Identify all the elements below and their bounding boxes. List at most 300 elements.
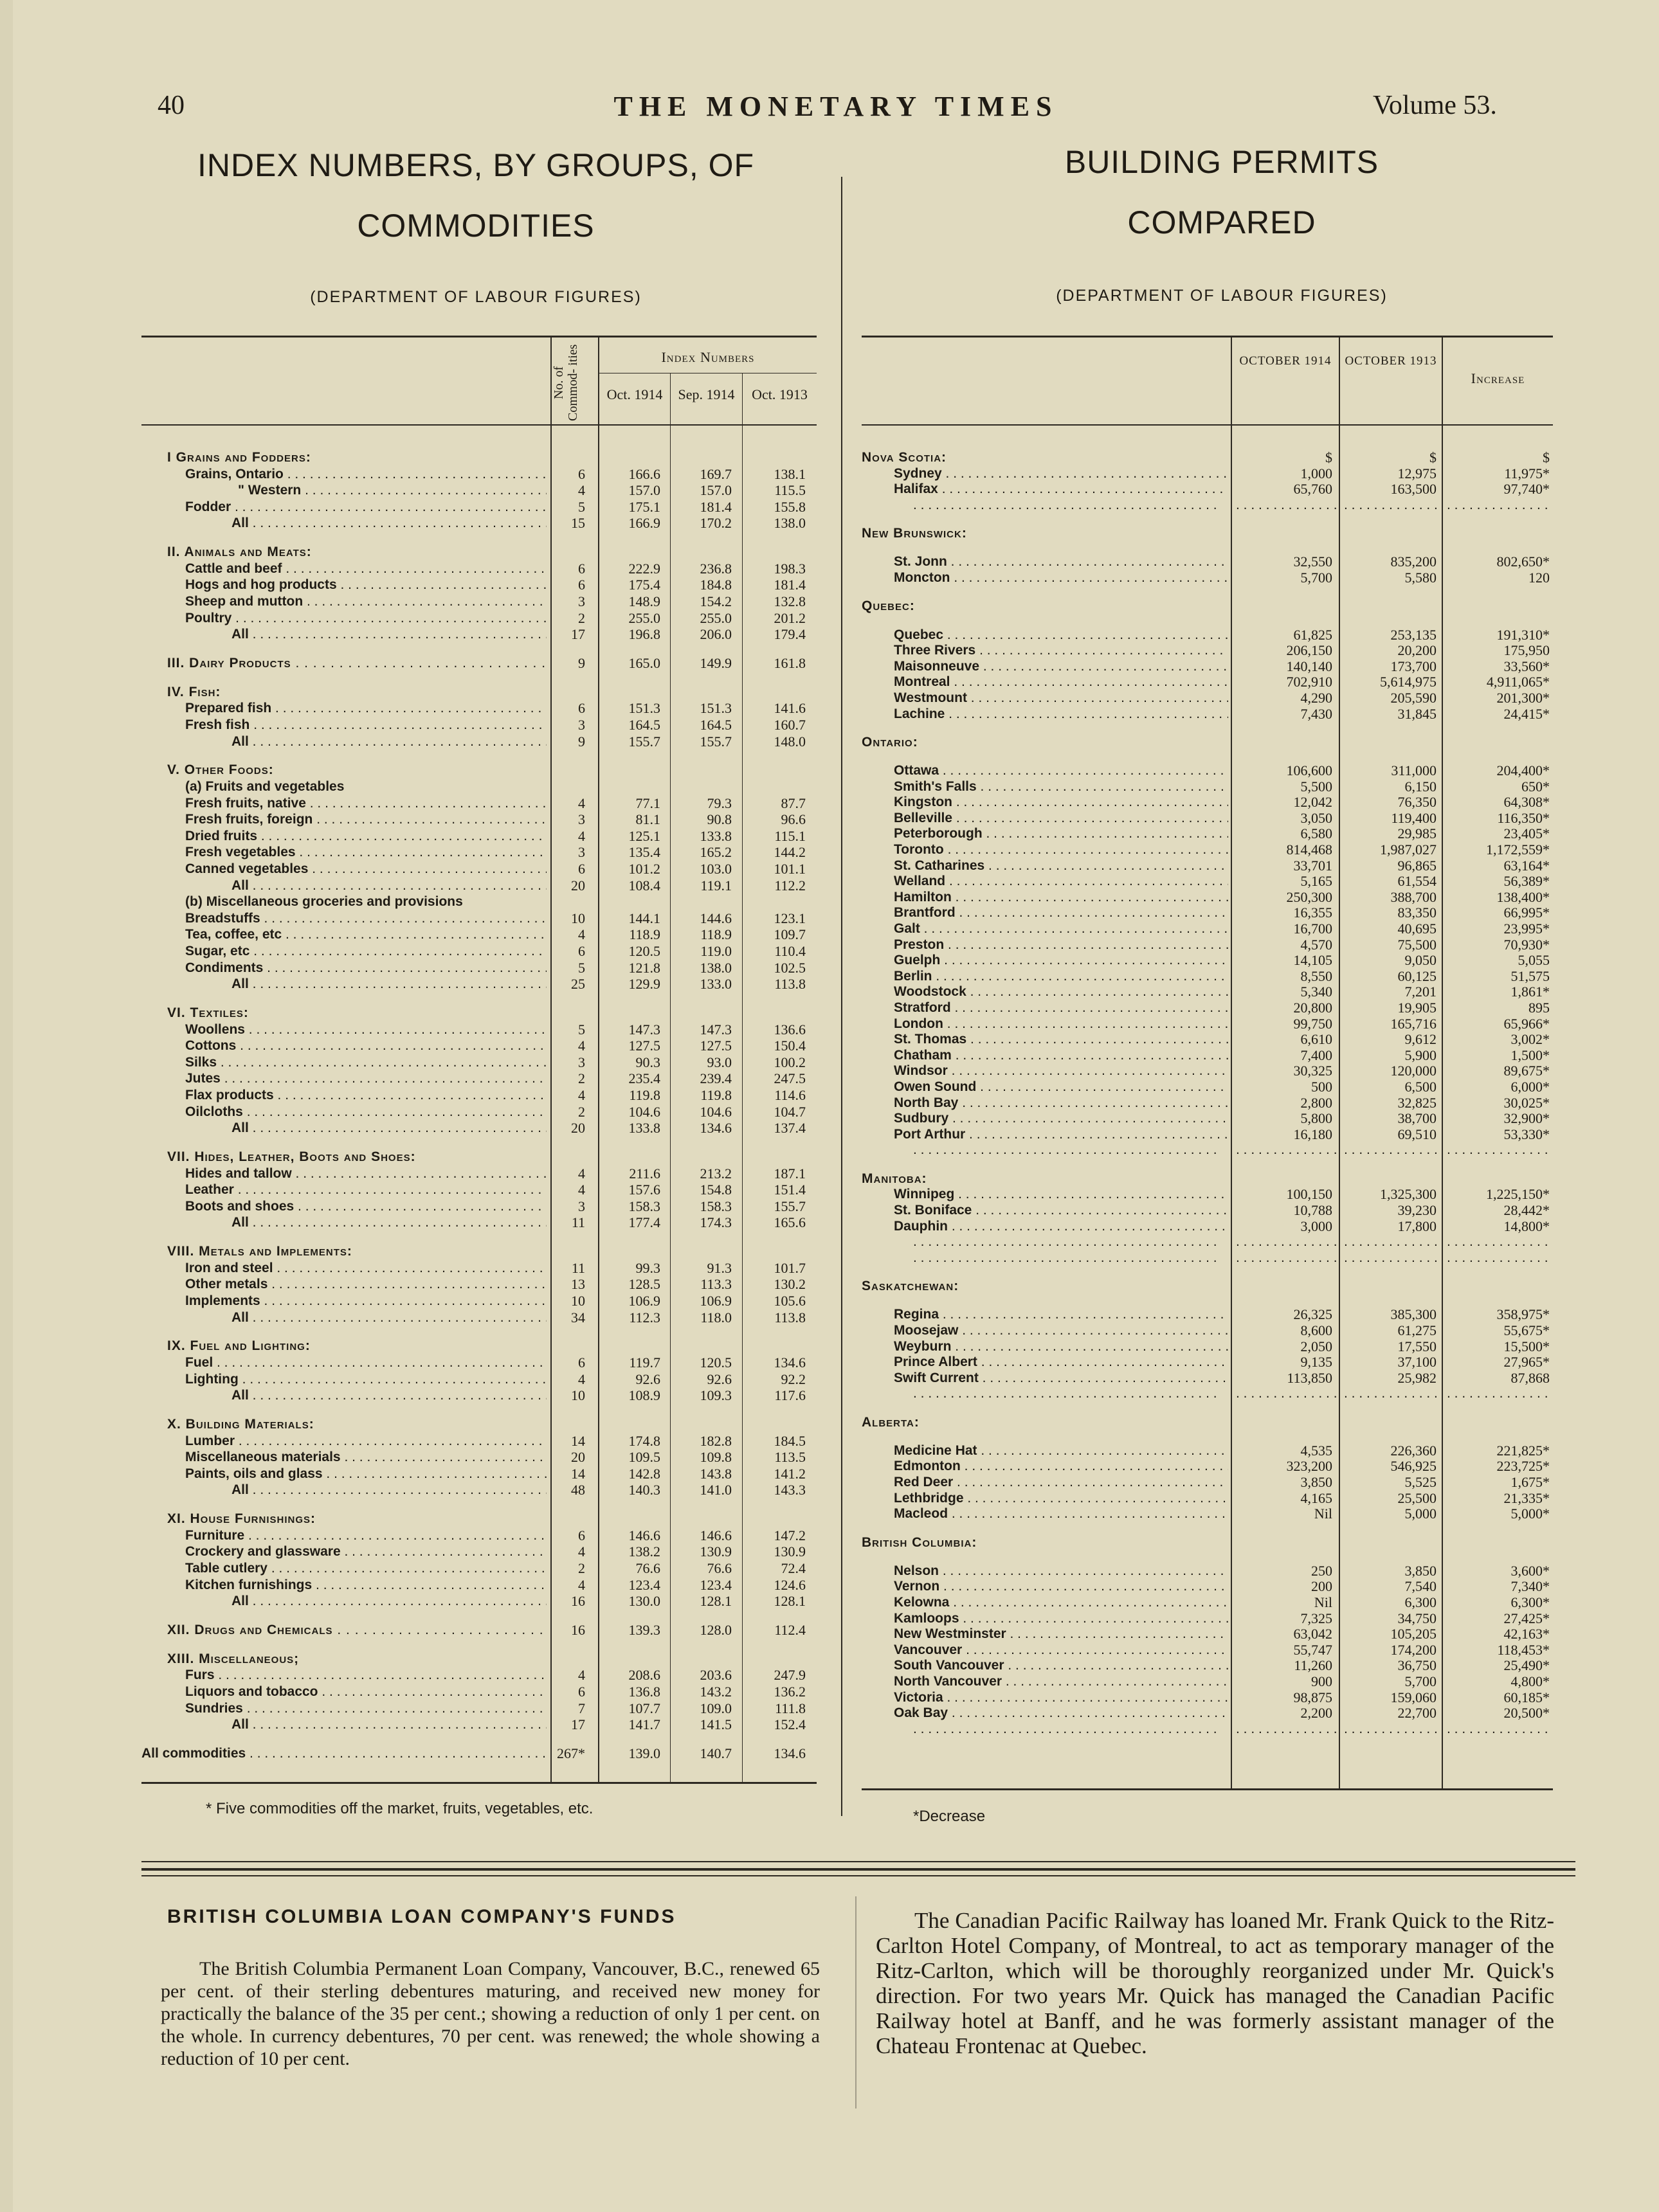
province-heading: Saskatchewan:: [862, 1279, 959, 1293]
permit-oct-1913: 9,050: [1404, 952, 1437, 968]
row-label: XII. Drugs and Chemicals . . .: [167, 1623, 547, 1637]
table-row: [862, 570, 1553, 585]
dotted-leader: [1344, 498, 1440, 512]
index-oct-1914: 108.9: [628, 1387, 660, 1403]
table-row: [141, 656, 817, 670]
row-label: Lighting . . .: [185, 1372, 547, 1387]
index-oct-1913: 141.6: [774, 700, 806, 716]
city-label: Berlin . . .: [894, 969, 1228, 984]
permit-increase: 70,930*: [1503, 937, 1550, 953]
commodity-count: 2: [578, 1104, 585, 1120]
row-label: VII. Hides, Leather, Boots and Shoes:: [167, 1149, 416, 1164]
index-oct-1914: 119.8: [629, 1087, 660, 1103]
table-row: [862, 735, 1553, 750]
permit-increase: 33,560*: [1503, 658, 1550, 674]
index-sep-1914: 109.8: [700, 1449, 732, 1465]
table-row: [141, 1746, 817, 1761]
table-row: [141, 1684, 817, 1699]
index-sep-1914: 127.5: [700, 1038, 732, 1054]
index-oct-1914: 77.1: [635, 795, 660, 811]
dotted-leader: [1344, 1386, 1440, 1401]
permit-increase: 55,675*: [1503, 1322, 1550, 1338]
city-label: Woodstock . . .: [894, 984, 1228, 999]
permit-oct-1914: 6,610: [1300, 1031, 1332, 1047]
permit-increase: 1,500*: [1510, 1047, 1550, 1063]
table-row: [862, 1234, 1553, 1249]
table-row: [862, 674, 1553, 689]
index-oct-1913: 72.4: [781, 1560, 806, 1576]
row-label: All commodities . . .: [141, 1746, 547, 1761]
row-label: Condiments . . .: [185, 960, 547, 975]
table-row: [141, 577, 817, 592]
row-label: (b) Miscellaneous groceries and provisions: [185, 894, 463, 909]
province-heading: Manitoba:: [862, 1171, 927, 1186]
index-sep-1914: 206.0: [700, 626, 732, 642]
permit-increase: 14,800*: [1503, 1218, 1550, 1234]
permit-increase: 6,300*: [1510, 1594, 1550, 1610]
row-label: Prepared fish . . .: [185, 701, 547, 715]
index-sep-1914: 164.5: [700, 717, 732, 733]
permit-oct-1913: 163,500: [1390, 481, 1437, 497]
index-oct-1914: 123.4: [628, 1577, 660, 1593]
index-oct-1913: 148.0: [774, 733, 806, 750]
index-sep-1914: 157.0: [700, 482, 732, 498]
index-sep-1914: 184.8: [700, 577, 732, 593]
table-row: [141, 944, 817, 958]
row-label: IX. Fuel and Lighting:: [167, 1338, 311, 1353]
table-row: [141, 1388, 817, 1403]
permit-oct-1913: 253,135: [1390, 627, 1437, 643]
permit-oct-1913: 6,500: [1404, 1079, 1437, 1095]
permit-oct-1913: 76,350: [1397, 794, 1437, 810]
commodity-count: 6: [578, 700, 585, 716]
city-label: Port Arthur . . .: [894, 1127, 1228, 1142]
permit-increase: 23,405*: [1503, 825, 1550, 841]
row-label: Hogs and hog products . . .: [185, 577, 547, 592]
permit-oct-1914: $: [1325, 449, 1332, 465]
index-header-rule: [141, 424, 817, 426]
permits-footnote: *Decrease: [913, 1808, 986, 1825]
permit-oct-1913: 37,100: [1397, 1354, 1437, 1370]
city-label: Oak Bay . . .: [894, 1705, 1228, 1720]
permit-oct-1914: 5,500: [1300, 778, 1332, 795]
col-oct-1913-header: Oct. 1913: [752, 386, 808, 402]
index-oct-1914: 127.5: [628, 1038, 660, 1054]
index-sep-1914: 169.7: [700, 466, 732, 482]
row-label: Fresh vegetables . . .: [185, 845, 547, 859]
dotted-leader: [1447, 1142, 1550, 1157]
volume-label: Volume 53.: [1373, 91, 1497, 120]
row-label: Cottons . . .: [185, 1038, 547, 1053]
table-row: [141, 762, 817, 777]
table-row: [862, 858, 1553, 873]
row-label: Grains, Ontario . . .: [185, 467, 547, 481]
permit-oct-1913: 165,716: [1390, 1016, 1437, 1032]
index-sep-1914: 133.0: [700, 976, 732, 992]
commodity-count: 6: [578, 1527, 585, 1543]
permit-oct-1914: 4,290: [1300, 690, 1332, 706]
permits-header-rule: [862, 424, 1553, 426]
permit-oct-1913: 69,510: [1397, 1126, 1437, 1142]
table-row: [141, 1482, 817, 1497]
table-row: [862, 779, 1553, 794]
table-row: [141, 627, 817, 642]
province-heading: Ontario:: [862, 735, 918, 750]
table-row: [862, 795, 1553, 809]
dotted-leader: [1447, 1250, 1550, 1265]
index-oct-1914: 155.7: [628, 733, 660, 750]
index-oct-1913: 160.7: [774, 717, 806, 733]
permit-oct-1913: 31,845: [1397, 706, 1437, 722]
index-oct-1913: 123.1: [774, 910, 806, 926]
index-sep-1914: 141.5: [700, 1716, 732, 1732]
table-row: [141, 878, 817, 893]
index-oct-1914: 157.6: [628, 1182, 660, 1198]
table-row: [862, 1219, 1553, 1234]
commodity-count: 267*: [557, 1745, 585, 1761]
table-row: [141, 927, 817, 942]
permit-increase: 6,000*: [1510, 1079, 1550, 1095]
table-row: [141, 960, 817, 975]
index-oct-1913: 130.9: [774, 1543, 806, 1560]
commodity-count: 11: [571, 1214, 585, 1230]
permit-oct-1914: 7,430: [1300, 706, 1332, 722]
index-sep-1914: 109.0: [700, 1700, 732, 1716]
commodity-count: 4: [578, 828, 585, 844]
index-sep-1914: 79.3: [707, 795, 732, 811]
index-sep-1914: 158.3: [700, 1198, 732, 1214]
city-label: Montreal . . .: [894, 674, 1228, 689]
commodity-count: 6: [578, 943, 585, 959]
index-oct-1914: 158.3: [628, 1198, 660, 1214]
commodity-count: 3: [578, 1198, 585, 1214]
table-row: [862, 842, 1553, 857]
index-oct-1914: 144.1: [628, 910, 660, 926]
index-sep-1914: 236.8: [700, 561, 732, 577]
city-label: St. Boniface . . .: [894, 1203, 1228, 1218]
row-label: All . . .: [231, 1594, 547, 1608]
city-label: Sydney . . .: [894, 466, 1228, 481]
row-label: Table cutlery . . .: [185, 1561, 547, 1576]
province-heading: Nova Scotia:: [862, 450, 947, 465]
index-oct-1914: 120.5: [628, 943, 660, 959]
table-row: [862, 1171, 1553, 1186]
permit-oct-1913: 5,000: [1404, 1506, 1437, 1522]
permit-increase: 97,740*: [1503, 481, 1550, 497]
index-oct-1914: 208.6: [628, 1667, 660, 1683]
permits-top-rule: [862, 336, 1553, 337]
commodity-count: 9: [578, 655, 585, 671]
permit-oct-1914: 20,800: [1293, 1000, 1332, 1016]
index-sep-1914: 118.9: [700, 926, 732, 942]
commodity-count: 6: [578, 1684, 585, 1700]
table-row: [141, 1182, 817, 1197]
row-label: Breadstuffs . . .: [185, 911, 547, 926]
permit-increase: 25,490*: [1503, 1657, 1550, 1673]
permit-increase: 4,911,065*: [1486, 674, 1550, 690]
row-label: All . . .: [231, 1388, 547, 1403]
index-oct-1914: 141.7: [628, 1716, 660, 1732]
table-row: [141, 1528, 817, 1543]
permit-increase: 27,965*: [1503, 1354, 1550, 1370]
index-sep-1914: 140.7: [700, 1745, 732, 1761]
commodity-count: 6: [578, 561, 585, 577]
table-row: [862, 984, 1553, 999]
permit-oct-1913: 29,985: [1397, 825, 1437, 841]
permit-oct-1913: 12,975: [1397, 465, 1437, 481]
permit-oct-1913: 7,201: [1404, 984, 1437, 1000]
row-label: II. Animals and Meats:: [167, 544, 312, 559]
table-row: [141, 1668, 817, 1682]
index-oct-1914: 142.8: [628, 1466, 660, 1482]
index-sep-1914: 90.8: [707, 811, 732, 827]
permit-oct-1914: 11,260: [1294, 1657, 1332, 1673]
magazine-page: [13, 0, 1659, 2212]
index-sep-1914: 118.0: [700, 1309, 732, 1326]
commodity-count: 16: [571, 1593, 585, 1609]
permit-increase: 65,966*: [1503, 1016, 1550, 1032]
permit-increase: 3,600*: [1510, 1563, 1550, 1579]
index-oct-1913: 101.7: [774, 1260, 806, 1276]
commodity-count: 20: [571, 1449, 585, 1465]
row-label: Leather . . .: [185, 1182, 547, 1197]
row-label: Boots and shoes . . .: [185, 1199, 547, 1214]
dotted-leader: [1447, 1722, 1550, 1736]
city-label: Winnipeg . . .: [894, 1187, 1228, 1201]
permits-bottom-rule: [862, 1788, 1553, 1790]
index-sep-1914: 109.3: [700, 1387, 732, 1403]
permit-oct-1914: 250,300: [1286, 889, 1332, 905]
index-oct-1914: 121.8: [628, 960, 660, 976]
index-oct-1914: 166.9: [628, 515, 660, 531]
table-row: [862, 1611, 1553, 1626]
row-label: Sugar, etc . . .: [185, 944, 547, 958]
city-label: Lachine . . .: [894, 706, 1228, 721]
table-row: [862, 874, 1553, 888]
permits-title: BUILDING PERMITS COMPARED: [1064, 144, 1379, 240]
index-oct-1913: 152.4: [774, 1716, 806, 1732]
commodity-count: 15: [571, 515, 585, 531]
index-oct-1913: 115.1: [774, 828, 806, 844]
index-oct-1914: 148.9: [628, 593, 660, 609]
commodity-count: 6: [578, 1354, 585, 1371]
index-oct-1914: 101.2: [628, 861, 660, 877]
row-label: Furs . . .: [185, 1668, 547, 1682]
permit-oct-1913: 34,750: [1397, 1610, 1437, 1626]
permit-oct-1913: 38,700: [1397, 1110, 1437, 1126]
commodity-count: 16: [571, 1622, 585, 1638]
index-oct-1914: 196.8: [628, 626, 660, 642]
commodity-count: 3: [578, 593, 585, 609]
permit-increase: 51,575: [1510, 968, 1550, 984]
commodity-count: 4: [578, 795, 585, 811]
table-row: [862, 627, 1553, 642]
row-label: Miscellaneous materials . . .: [185, 1450, 547, 1464]
permit-oct-1913: 385,300: [1390, 1306, 1437, 1322]
row-label: Paints, oils and glass . . .: [185, 1466, 547, 1481]
index-oct-1913: 155.8: [774, 499, 806, 515]
permit-oct-1913: 388,700: [1390, 889, 1437, 905]
row-label: IV. Fish:: [167, 685, 221, 699]
row-label: XIII. Miscellaneous;: [167, 1651, 300, 1666]
table-row: [862, 706, 1553, 721]
city-label: Swift Current . . .: [894, 1371, 1228, 1385]
permit-oct-1914: 702,910: [1286, 674, 1332, 690]
permit-oct-1914: 106,600: [1286, 762, 1332, 778]
col-october-1914-header: OCTOBER 1914: [1239, 354, 1332, 368]
index-sep-1914: 134.6: [700, 1120, 732, 1136]
table-row: [141, 976, 817, 991]
permit-oct-1913: 9,612: [1404, 1031, 1437, 1047]
permit-oct-1913: 61,275: [1397, 1322, 1437, 1338]
table-row: [141, 1717, 817, 1732]
index-oct-1914: 106.9: [628, 1293, 660, 1309]
index-oct-1913: 124.6: [774, 1577, 806, 1593]
commodity-count: 4: [578, 482, 585, 498]
permit-oct-1914: 900: [1311, 1673, 1332, 1689]
permit-oct-1914: 4,570: [1300, 937, 1332, 953]
city-label: St. Thomas . . .: [894, 1032, 1228, 1047]
table-row: [141, 1293, 817, 1308]
index-oct-1914: 129.9: [628, 976, 660, 992]
row-label: Woollens . . .: [185, 1022, 547, 1037]
permit-oct-1914: 98,875: [1293, 1689, 1332, 1705]
permit-oct-1913: 22,700: [1397, 1705, 1437, 1721]
index-sep-1914: 133.8: [700, 828, 732, 844]
table-row: [862, 1095, 1553, 1110]
permit-oct-1914: 814,468: [1286, 841, 1332, 858]
commodity-count: 3: [578, 844, 585, 860]
table-row: [862, 1459, 1553, 1473]
permit-oct-1913: 83,350: [1397, 904, 1437, 921]
row-label: Dried fruits . . .: [185, 829, 547, 843]
index-oct-1913: 117.6: [774, 1387, 806, 1403]
index-oct-1913: 134.6: [774, 1745, 806, 1761]
table-row: [862, 1279, 1553, 1293]
table-row: [862, 1595, 1553, 1610]
col-oct-1914-header: Oct. 1914: [606, 386, 663, 402]
commodity-count: 5: [578, 1021, 585, 1038]
city-label: Kelowna . . .: [894, 1595, 1228, 1610]
row-label: Furniture . . .: [185, 1528, 547, 1543]
city-label: Westmount . . .: [894, 690, 1228, 705]
index-sep-1914: 106.9: [700, 1293, 732, 1309]
permit-oct-1914: 65,760: [1293, 481, 1332, 497]
permit-oct-1914: 14,105: [1293, 952, 1332, 968]
table-row: [862, 1371, 1553, 1385]
table-row: [862, 1323, 1553, 1338]
city-label: North Bay . . .: [894, 1095, 1228, 1110]
table-row: [862, 953, 1553, 967]
row-label: Lumber . . .: [185, 1434, 547, 1448]
index-sep-1914: 181.4: [700, 499, 732, 515]
city-label: Weyburn . . .: [894, 1339, 1228, 1354]
table-row: [141, 701, 817, 715]
permit-oct-1914: 113,850: [1287, 1370, 1332, 1386]
permit-increase: 650*: [1521, 778, 1550, 795]
dotted-leader: [913, 1722, 1222, 1736]
table-row: [862, 1187, 1553, 1201]
index-sep-1914: 174.3: [700, 1214, 732, 1230]
row-label: I Grains and Fodders:: [167, 450, 311, 465]
table-row: [141, 516, 817, 530]
city-label: Peterborough . . .: [894, 826, 1228, 841]
permit-oct-1914: 3,050: [1300, 810, 1332, 826]
permit-increase: 802,650*: [1496, 553, 1550, 570]
city-label: Kamloops . . .: [894, 1611, 1228, 1626]
table-row: [141, 1651, 817, 1666]
dotted-leader: [1236, 1722, 1339, 1736]
row-label: All . . .: [231, 1482, 547, 1497]
index-sep-1914: 239.4: [700, 1070, 732, 1086]
permit-increase: 1,675*: [1510, 1474, 1550, 1490]
commodity-count: 3: [578, 1054, 585, 1070]
permit-increase: $: [1543, 449, 1550, 465]
dotted-leader: [1344, 1250, 1440, 1265]
table-row: [141, 1055, 817, 1070]
index-oct-1914: 128.5: [628, 1276, 660, 1292]
index-title: INDEX NUMBERS, BY GROUPS, OF COMMODITIES: [197, 147, 755, 244]
row-label: VI. Textiles:: [167, 1005, 249, 1020]
permit-oct-1913: 5,614,975: [1380, 674, 1437, 690]
permit-oct-1913: 96,865: [1397, 858, 1437, 874]
city-label: North Vancouver . . .: [894, 1674, 1228, 1689]
index-oct-1913: 136.6: [774, 1021, 806, 1038]
index-footnote: * Five commodities off the market, fruits, vegetables, etc.: [206, 1800, 594, 1817]
table-row: [141, 1104, 817, 1119]
index-sep-1914: 144.6: [700, 910, 732, 926]
permit-increase: 32,900*: [1503, 1110, 1550, 1126]
table-row: [862, 1491, 1553, 1506]
dotted-leader: [913, 1386, 1222, 1401]
city-label: Macleod . . .: [894, 1506, 1228, 1521]
index-oct-1913: 138.0: [774, 515, 806, 531]
index-oct-1914: 109.5: [628, 1449, 660, 1465]
table-row: [862, 1658, 1553, 1673]
index-sep-1914: 103.0: [700, 861, 732, 877]
permit-increase: 1,172,559*: [1486, 841, 1550, 858]
index-oct-1913: 179.4: [774, 626, 806, 642]
table-row: [862, 466, 1553, 481]
permit-oct-1913: 17,550: [1397, 1338, 1437, 1354]
index-oct-1913: 115.5: [774, 482, 806, 498]
index-sep-1914: 143.8: [700, 1466, 732, 1482]
permit-oct-1913: 75,500: [1397, 937, 1437, 953]
index-sep-1914: 154.2: [700, 593, 732, 609]
index-oct-1913: 109.7: [774, 926, 806, 942]
permit-increase: 118,453*: [1497, 1642, 1550, 1658]
city-label: Dauphin . . .: [894, 1219, 1228, 1234]
index-oct-1913: 96.6: [781, 811, 806, 827]
row-label: Cattle and beef . . .: [185, 561, 547, 576]
row-label: XI. House Furnishings:: [167, 1511, 316, 1526]
index-oct-1913: 187.1: [774, 1165, 806, 1182]
province-heading: British Columbia:: [862, 1535, 977, 1550]
table-row: [862, 1475, 1553, 1489]
permit-oct-1913: 546,925: [1390, 1458, 1437, 1474]
permit-oct-1914: 9,135: [1300, 1354, 1332, 1370]
row-label: X. Building Materials:: [167, 1417, 314, 1432]
table-row: [141, 1088, 817, 1102]
table-row: [862, 1626, 1553, 1641]
commodity-count: 2: [578, 1560, 585, 1576]
permit-oct-1914: 5,800: [1300, 1110, 1332, 1126]
index-sep-1914: 141.0: [700, 1482, 732, 1498]
city-label: Chatham . . .: [894, 1048, 1228, 1063]
city-label: Hamilton . . .: [894, 890, 1228, 904]
permit-increase: 221,825*: [1496, 1443, 1550, 1459]
index-top-rule: [141, 336, 817, 337]
